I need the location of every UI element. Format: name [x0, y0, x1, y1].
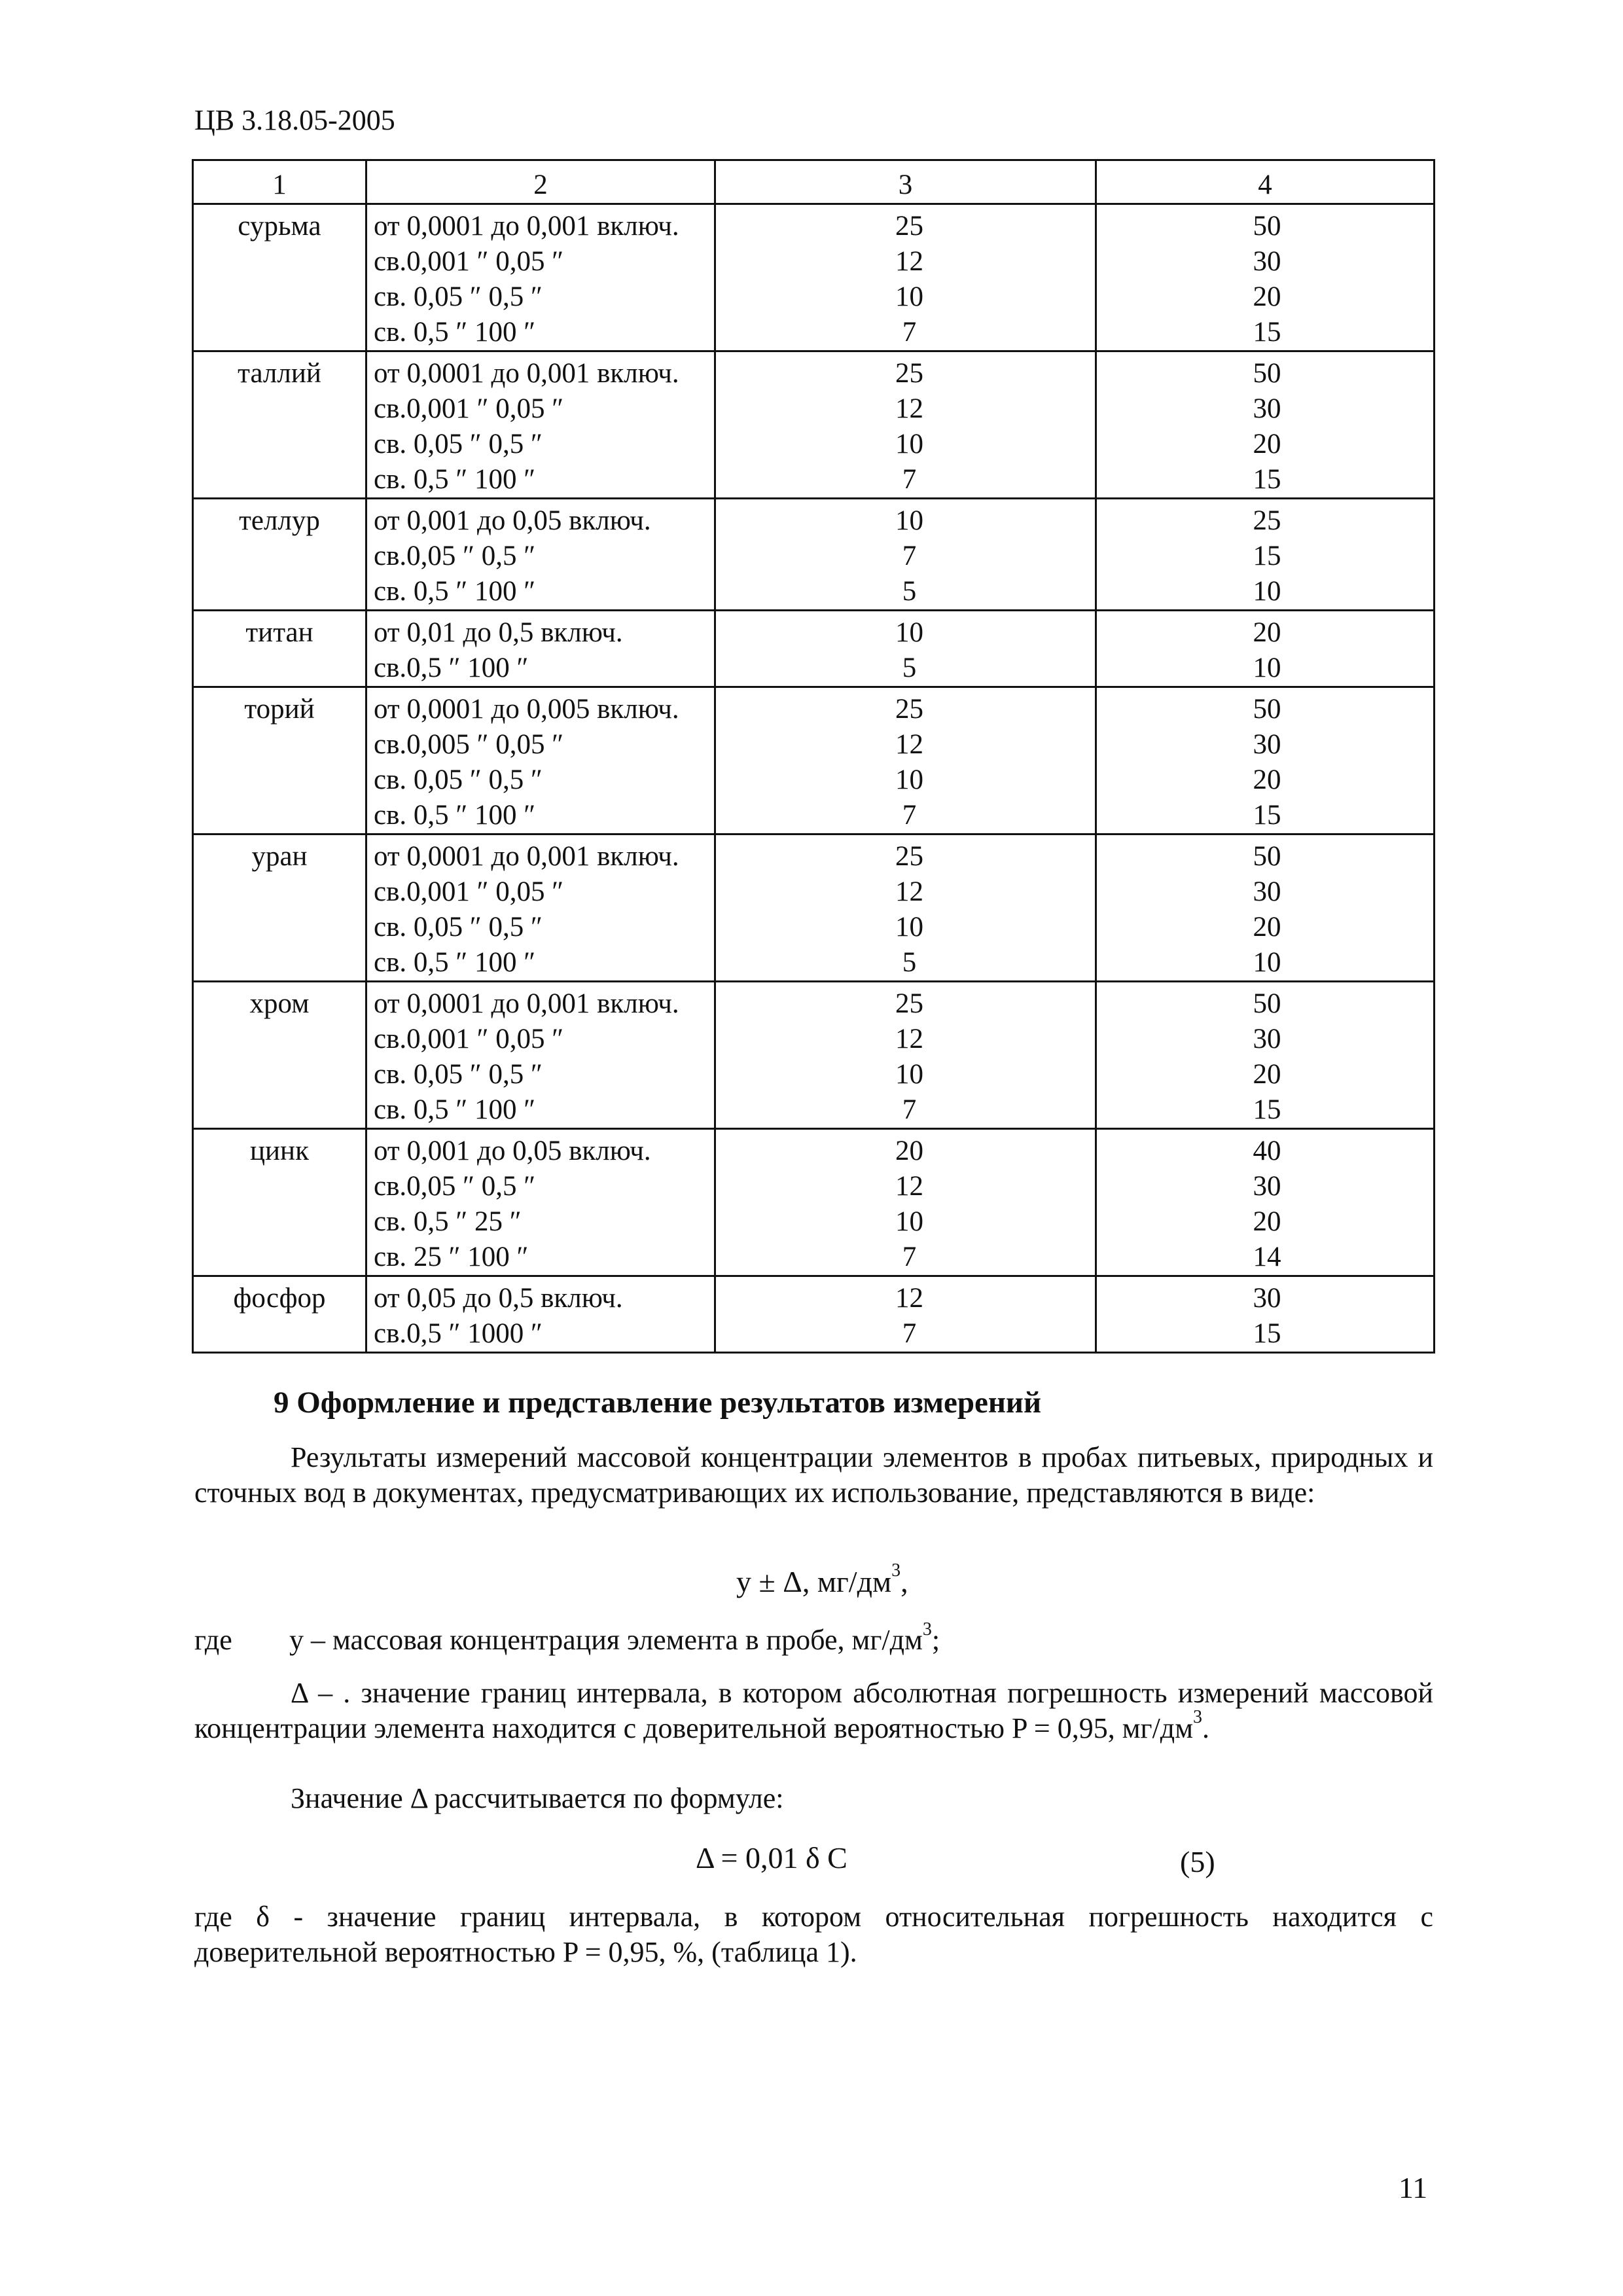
- range-line: св. 0,5 ″ 100 ″: [374, 800, 536, 831]
- concentration-table: [192, 159, 1435, 1354]
- table-row: [193, 687, 1435, 834]
- table-row: [193, 1276, 1435, 1353]
- range-line: от 0,001 до 0,05 включ.: [374, 1136, 651, 1166]
- value-line: 10: [1253, 947, 1281, 978]
- value-cell-col4: [1096, 982, 1435, 1129]
- table-row: [193, 204, 1435, 351]
- value-line: 12: [895, 1171, 923, 1202]
- result-formula: [736, 1560, 908, 1599]
- value-line: 15: [1253, 317, 1281, 348]
- value-cell-col4: [1096, 499, 1435, 611]
- range-line: от 0,05 до 0,5 включ.: [374, 1283, 623, 1314]
- definition-delta: [194, 1676, 1433, 1746]
- value-line: 20: [895, 1136, 923, 1166]
- section-heading: 9 Оформление и представление результатов измерений: [274, 1386, 1042, 1420]
- table-row: [193, 834, 1435, 982]
- delta-formula: Δ = 0,01 δ C: [696, 1841, 847, 1874]
- value-line: 25: [895, 841, 923, 872]
- value-cell-col3: [715, 204, 1096, 351]
- value-cell-col4: [1096, 204, 1435, 351]
- value-line: 50: [1253, 358, 1281, 389]
- range-line: св. 0,5 ″ 100 ″: [374, 317, 536, 348]
- value-line: 12: [895, 246, 923, 277]
- formula-tail: ,: [901, 1565, 908, 1598]
- range-line: св.0,05 ″ 0,5 ″: [374, 541, 536, 571]
- value-line: 25: [895, 211, 923, 242]
- value-line: 30: [1253, 1171, 1281, 1202]
- range-cell: [366, 687, 715, 834]
- value-line: 12: [895, 393, 923, 424]
- range-cell: [366, 1129, 715, 1276]
- range-line: св.0,5 ″ 100 ″: [374, 653, 529, 683]
- value-line: 10: [895, 1059, 923, 1090]
- range-line: св. 0,05 ″ 0,5 ″: [374, 429, 543, 459]
- value-line: 12: [895, 1283, 923, 1314]
- table-row: [193, 499, 1435, 611]
- range-line: св.0,001 ″ 0,05 ″: [374, 876, 564, 907]
- definition-y-tail: ;: [931, 1624, 940, 1656]
- element-cell: фосфор: [193, 1276, 366, 1353]
- value-line: 20: [1253, 1059, 1281, 1090]
- value-line: 12: [895, 1024, 923, 1054]
- definition-small-delta: где δ - значение границ интервала, в котором относительная погрешность находится с доверительной вероятностью P = 0,95, %, (таблица 1).: [194, 1901, 1433, 1968]
- range-line: от 0,01 до 0,5 включ.: [374, 617, 623, 648]
- value-line: 50: [1253, 988, 1281, 1019]
- table-header-row: [193, 160, 1435, 204]
- definition-y: [289, 1619, 940, 1657]
- table-row: [193, 982, 1435, 1129]
- value-line: 15: [1253, 541, 1281, 571]
- value-line: 10: [895, 281, 923, 312]
- value-line: 40: [1253, 1136, 1281, 1166]
- definition-y-text: y – массовая концентрация элемента в пробе, мг/дм: [289, 1624, 923, 1656]
- element-cell: торий: [193, 687, 366, 834]
- value-cell-col3: [715, 982, 1096, 1129]
- value-cell-col3: [715, 687, 1096, 834]
- value-line: 10: [895, 764, 923, 795]
- range-line: от 0,001 до 0,05 включ.: [374, 505, 651, 536]
- value-line: 7: [902, 1318, 917, 1349]
- value-line: 10: [895, 912, 923, 942]
- value-line: 20: [1253, 617, 1281, 648]
- range-cell: [366, 982, 715, 1129]
- element-cell: цинк: [193, 1129, 366, 1276]
- range-cell: [366, 1276, 715, 1353]
- value-line: 25: [1253, 505, 1281, 536]
- value-line: 15: [1253, 800, 1281, 831]
- range-line: св. 0,5 ″ 100 ″: [374, 464, 536, 495]
- value-line: 15: [1253, 1318, 1281, 1349]
- value-cell-col3: [715, 1129, 1096, 1276]
- value-line: 14: [1253, 1242, 1281, 1272]
- value-line: 10: [895, 429, 923, 459]
- range-line: от 0,0001 до 0,001 включ.: [374, 211, 679, 242]
- where-label: где: [194, 1624, 232, 1656]
- range-line: св.0,005 ″ 0,05 ″: [374, 729, 564, 760]
- range-line: св.0,001 ″ 0,05 ″: [374, 393, 564, 424]
- calc-intro: Значение Δ рассчитывается по формуле:: [291, 1782, 784, 1814]
- range-cell: [366, 834, 715, 982]
- value-line: 5: [902, 653, 917, 683]
- value-line: 20: [1253, 912, 1281, 942]
- value-cell-col3: [715, 351, 1096, 499]
- formula-number: (5): [1180, 1845, 1215, 1878]
- range-line: св. 0,5 ″ 25 ″: [374, 1206, 522, 1237]
- value-cell-col3: [715, 1276, 1096, 1353]
- value-line: 25: [895, 358, 923, 389]
- value-line: 5: [902, 947, 917, 978]
- value-line: 7: [902, 1242, 917, 1272]
- page-number: 11: [1399, 2171, 1428, 2204]
- element-cell: сурьма: [193, 204, 366, 351]
- formula-superscript: 3: [891, 1560, 901, 1581]
- range-line: св. 0,5 ″ 100 ″: [374, 1094, 536, 1125]
- column-header: 2: [366, 160, 715, 204]
- element-cell: уран: [193, 834, 366, 982]
- value-line: 20: [1253, 764, 1281, 795]
- range-line: от 0,0001 до 0,001 включ.: [374, 358, 679, 389]
- value-line: 10: [1253, 576, 1281, 607]
- value-line: 25: [895, 988, 923, 1019]
- element-cell: титан: [193, 611, 366, 687]
- value-line: 30: [1253, 393, 1281, 424]
- value-line: 7: [902, 541, 917, 571]
- table-row: [193, 611, 1435, 687]
- formula-text: y ± Δ, мг/дм: [736, 1565, 892, 1598]
- column-header: 1: [193, 160, 366, 204]
- element-cell: таллий: [193, 351, 366, 499]
- value-cell-col4: [1096, 611, 1435, 687]
- value-line: 50: [1253, 694, 1281, 725]
- value-line: 15: [1253, 1094, 1281, 1125]
- value-line: 30: [1253, 246, 1281, 277]
- value-line: 30: [1253, 729, 1281, 760]
- range-line: св. 0,05 ″ 0,5 ″: [374, 281, 543, 312]
- value-cell-col4: [1096, 1129, 1435, 1276]
- value-line: 10: [895, 617, 923, 648]
- element-cell: хром: [193, 982, 366, 1129]
- value-cell-col4: [1096, 687, 1435, 834]
- value-line: 7: [902, 1094, 917, 1125]
- value-line: 10: [895, 1206, 923, 1237]
- range-cell: [366, 499, 715, 611]
- value-line: 10: [895, 505, 923, 536]
- column-header: 4: [1096, 160, 1435, 204]
- value-line: 15: [1253, 464, 1281, 495]
- value-line: 30: [1253, 876, 1281, 907]
- definition-delta-superscript: 3: [1193, 1707, 1203, 1727]
- range-line: св. 0,05 ″ 0,5 ″: [374, 1059, 543, 1090]
- range-line: св.0,05 ″ 0,5 ″: [374, 1171, 536, 1202]
- value-line: 30: [1253, 1283, 1281, 1314]
- value-line: 7: [902, 464, 917, 495]
- value-line: 10: [1253, 653, 1281, 683]
- definition-delta-tail: .: [1202, 1712, 1210, 1744]
- value-line: 20: [1253, 281, 1281, 312]
- value-line: 20: [1253, 429, 1281, 459]
- value-line: 20: [1253, 1206, 1281, 1237]
- range-line: от 0,0001 до 0,001 включ.: [374, 841, 679, 872]
- definition-delta-text: Δ – . значение границ интервала, в котором абсолютная погрешность измерений массовой концентрации элемента находится с доверительной вероятностью P = 0,95, мг/дм: [194, 1677, 1433, 1744]
- document-code: ЦВ 3.18.05-2005: [194, 104, 395, 136]
- range-cell: [366, 611, 715, 687]
- range-line: от 0,0001 до 0,005 включ.: [374, 694, 679, 725]
- value-line: 25: [895, 694, 923, 725]
- value-cell-col4: [1096, 1276, 1435, 1353]
- value-cell-col3: [715, 834, 1096, 982]
- column-header: 3: [715, 160, 1096, 204]
- value-line: 5: [902, 576, 917, 607]
- range-line: св.0,001 ″ 0,05 ″: [374, 1024, 564, 1054]
- element-cell: теллур: [193, 499, 366, 611]
- value-line: 7: [902, 317, 917, 348]
- range-line: св. 0,5 ″ 100 ″: [374, 576, 536, 607]
- value-cell-col4: [1096, 351, 1435, 499]
- value-line: 30: [1253, 1024, 1281, 1054]
- intro-paragraph: Результаты измерений массовой концентрации элементов в пробах питьевых, природных и сточных вод в документах, предусматривающих их использование, представляются в виде:: [194, 1441, 1433, 1509]
- value-cell-col3: [715, 611, 1096, 687]
- table-row: [193, 1129, 1435, 1276]
- value-line: 12: [895, 729, 923, 760]
- value-cell-col3: [715, 499, 1096, 611]
- value-line: 50: [1253, 211, 1281, 242]
- table-row: [193, 351, 1435, 499]
- range-line: св. 25 ″ 100 ″: [374, 1242, 529, 1272]
- value-line: 7: [902, 800, 917, 831]
- range-line: от 0,0001 до 0,001 включ.: [374, 988, 679, 1019]
- range-cell: [366, 204, 715, 351]
- value-line: 12: [895, 876, 923, 907]
- range-line: св. 0,05 ″ 0,5 ″: [374, 912, 543, 942]
- range-cell: [366, 351, 715, 499]
- value-line: 50: [1253, 841, 1281, 872]
- range-line: св.0,5 ″ 1000 ″: [374, 1318, 543, 1349]
- range-line: св. 0,5 ″ 100 ″: [374, 947, 536, 978]
- value-cell-col4: [1096, 834, 1435, 982]
- range-line: св.0,001 ″ 0,05 ″: [374, 246, 564, 277]
- definition-y-superscript: 3: [922, 1619, 932, 1640]
- range-line: св. 0,05 ″ 0,5 ″: [374, 764, 543, 795]
